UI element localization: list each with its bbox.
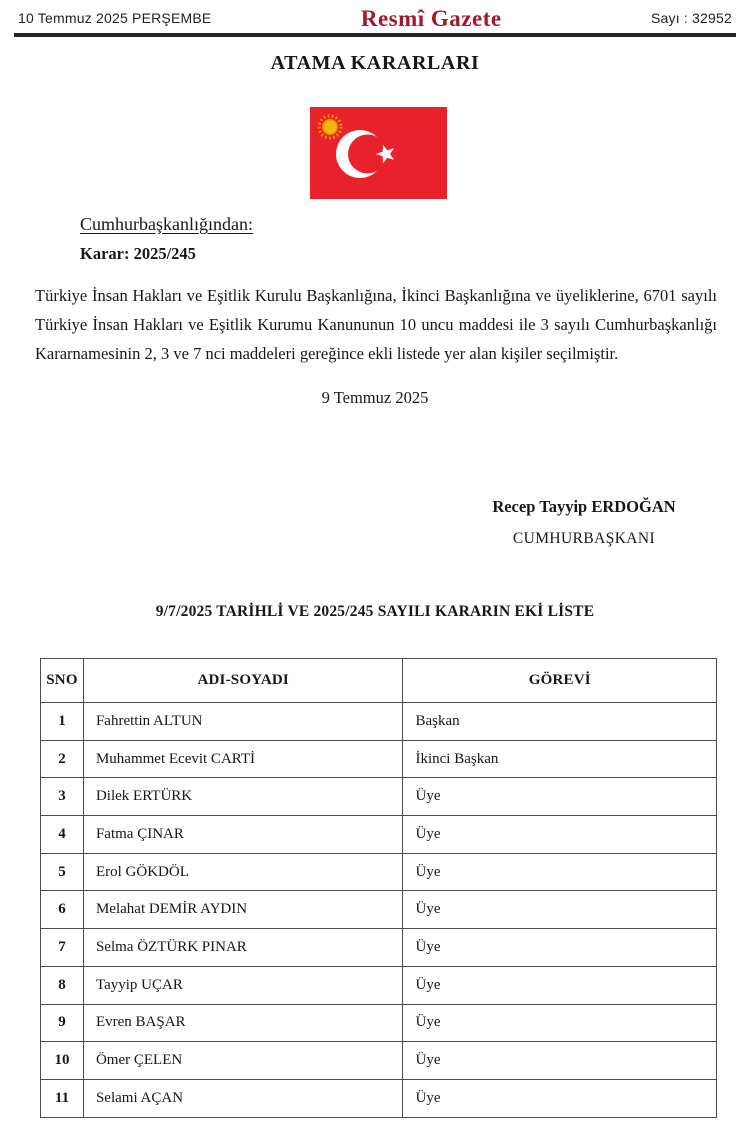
signatory-name: Recep Tayyip ERDOĞAN bbox=[492, 497, 676, 516]
row-number: 6 bbox=[41, 891, 84, 929]
signature-block bbox=[450, 497, 718, 548]
person-role: Üye bbox=[403, 1079, 717, 1117]
table-row bbox=[41, 703, 717, 741]
turkish-flag-icon bbox=[310, 107, 447, 199]
person-name: Melahat DEMİR AYDIN bbox=[83, 891, 403, 929]
person-role: Üye bbox=[403, 1004, 717, 1042]
signatory-title: CUMHURBAŞKANI bbox=[512, 530, 656, 547]
table-body bbox=[41, 703, 717, 1118]
decree-number: Karar: 2025/245 bbox=[80, 244, 196, 263]
person-role: Üye bbox=[403, 929, 717, 967]
row-number: 11 bbox=[41, 1079, 84, 1117]
annex-list-title: 9/7/2025 TARİHLİ VE 2025/245 SAYILI KARARIN EKİ LİSTE bbox=[155, 603, 595, 620]
masthead-divider bbox=[14, 33, 736, 37]
gazette-title: Resmî Gazete bbox=[360, 6, 502, 31]
row-number: 7 bbox=[41, 929, 84, 967]
person-role: Başkan bbox=[403, 703, 717, 741]
person-name: Evren BAŞAR bbox=[83, 1004, 403, 1042]
row-number: 8 bbox=[41, 966, 84, 1004]
table-row bbox=[41, 740, 717, 778]
table-header-row bbox=[41, 659, 717, 703]
person-name: Selma ÖZTÜRK PINAR bbox=[83, 929, 403, 967]
table-row bbox=[41, 929, 717, 967]
column-header-name: ADI-SOYADI bbox=[83, 659, 403, 703]
person-role: Üye bbox=[403, 891, 717, 929]
row-number: 1 bbox=[41, 703, 84, 741]
table-row bbox=[41, 1042, 717, 1080]
person-name: Muhammet Ecevit CARTİ bbox=[83, 740, 403, 778]
table-row bbox=[41, 778, 717, 816]
person-name: Fatma ÇINAR bbox=[83, 816, 403, 854]
table-row bbox=[41, 1004, 717, 1042]
masthead bbox=[0, 0, 750, 33]
row-number: 9 bbox=[41, 1004, 84, 1042]
person-role: Üye bbox=[403, 816, 717, 854]
decree-issuer: Cumhurbaşkanlığından: bbox=[80, 214, 253, 234]
decree-date: 9 Temmuz 2025 bbox=[321, 388, 429, 407]
column-header-sno: SNO bbox=[41, 659, 84, 703]
table-row bbox=[41, 966, 717, 1004]
row-number: 2 bbox=[41, 740, 84, 778]
person-name: Erol GÖKDÖL bbox=[83, 853, 403, 891]
person-role: Üye bbox=[403, 966, 717, 1004]
row-number: 5 bbox=[41, 853, 84, 891]
table-row bbox=[41, 816, 717, 854]
gazette-issue-number: Sayı : 32952 bbox=[650, 10, 732, 26]
person-role: Üye bbox=[403, 778, 717, 816]
person-role: Üye bbox=[403, 1042, 717, 1080]
person-name: Selami AÇAN bbox=[83, 1079, 403, 1117]
table-row bbox=[41, 1079, 717, 1117]
person-name: Fahrettin ALTUN bbox=[83, 703, 403, 741]
row-number: 4 bbox=[41, 816, 84, 854]
table-row bbox=[41, 891, 717, 929]
decree-body-text: Türkiye İnsan Hakları ve Eşitlik Kurulu Başkanlığına, İkinci Başkanlığına ve üyeliklerine, 6701 sayılı Türkiye İnsan Hakları ve Eşitlik Kurumu Kanununun 10 uncu maddesi ile 3 sayılı Cumhurbaşkanlığı Kararnamesinin 2, 3 ve 7 nci maddeleri gereğince ekli listede yer alan kişiler seçilmiştir. bbox=[35, 286, 717, 363]
person-name: Tayyip UÇAR bbox=[83, 966, 403, 1004]
appointments-table bbox=[40, 658, 717, 1118]
gazette-date: 10 Temmuz 2025 PERŞEMBE bbox=[18, 10, 212, 26]
table-row bbox=[41, 853, 717, 891]
person-role: Üye bbox=[403, 853, 717, 891]
row-number: 3 bbox=[41, 778, 84, 816]
person-name: Dilek ERTÜRK bbox=[83, 778, 403, 816]
section-title: ATAMA KARARLARI bbox=[270, 52, 480, 74]
person-name: Ömer ÇELEN bbox=[83, 1042, 403, 1080]
turkish-presidential-flag-image bbox=[310, 107, 447, 199]
row-number: 10 bbox=[41, 1042, 84, 1080]
column-header-role: GÖREVİ bbox=[403, 659, 717, 703]
person-role: İkinci Başkan bbox=[403, 740, 717, 778]
